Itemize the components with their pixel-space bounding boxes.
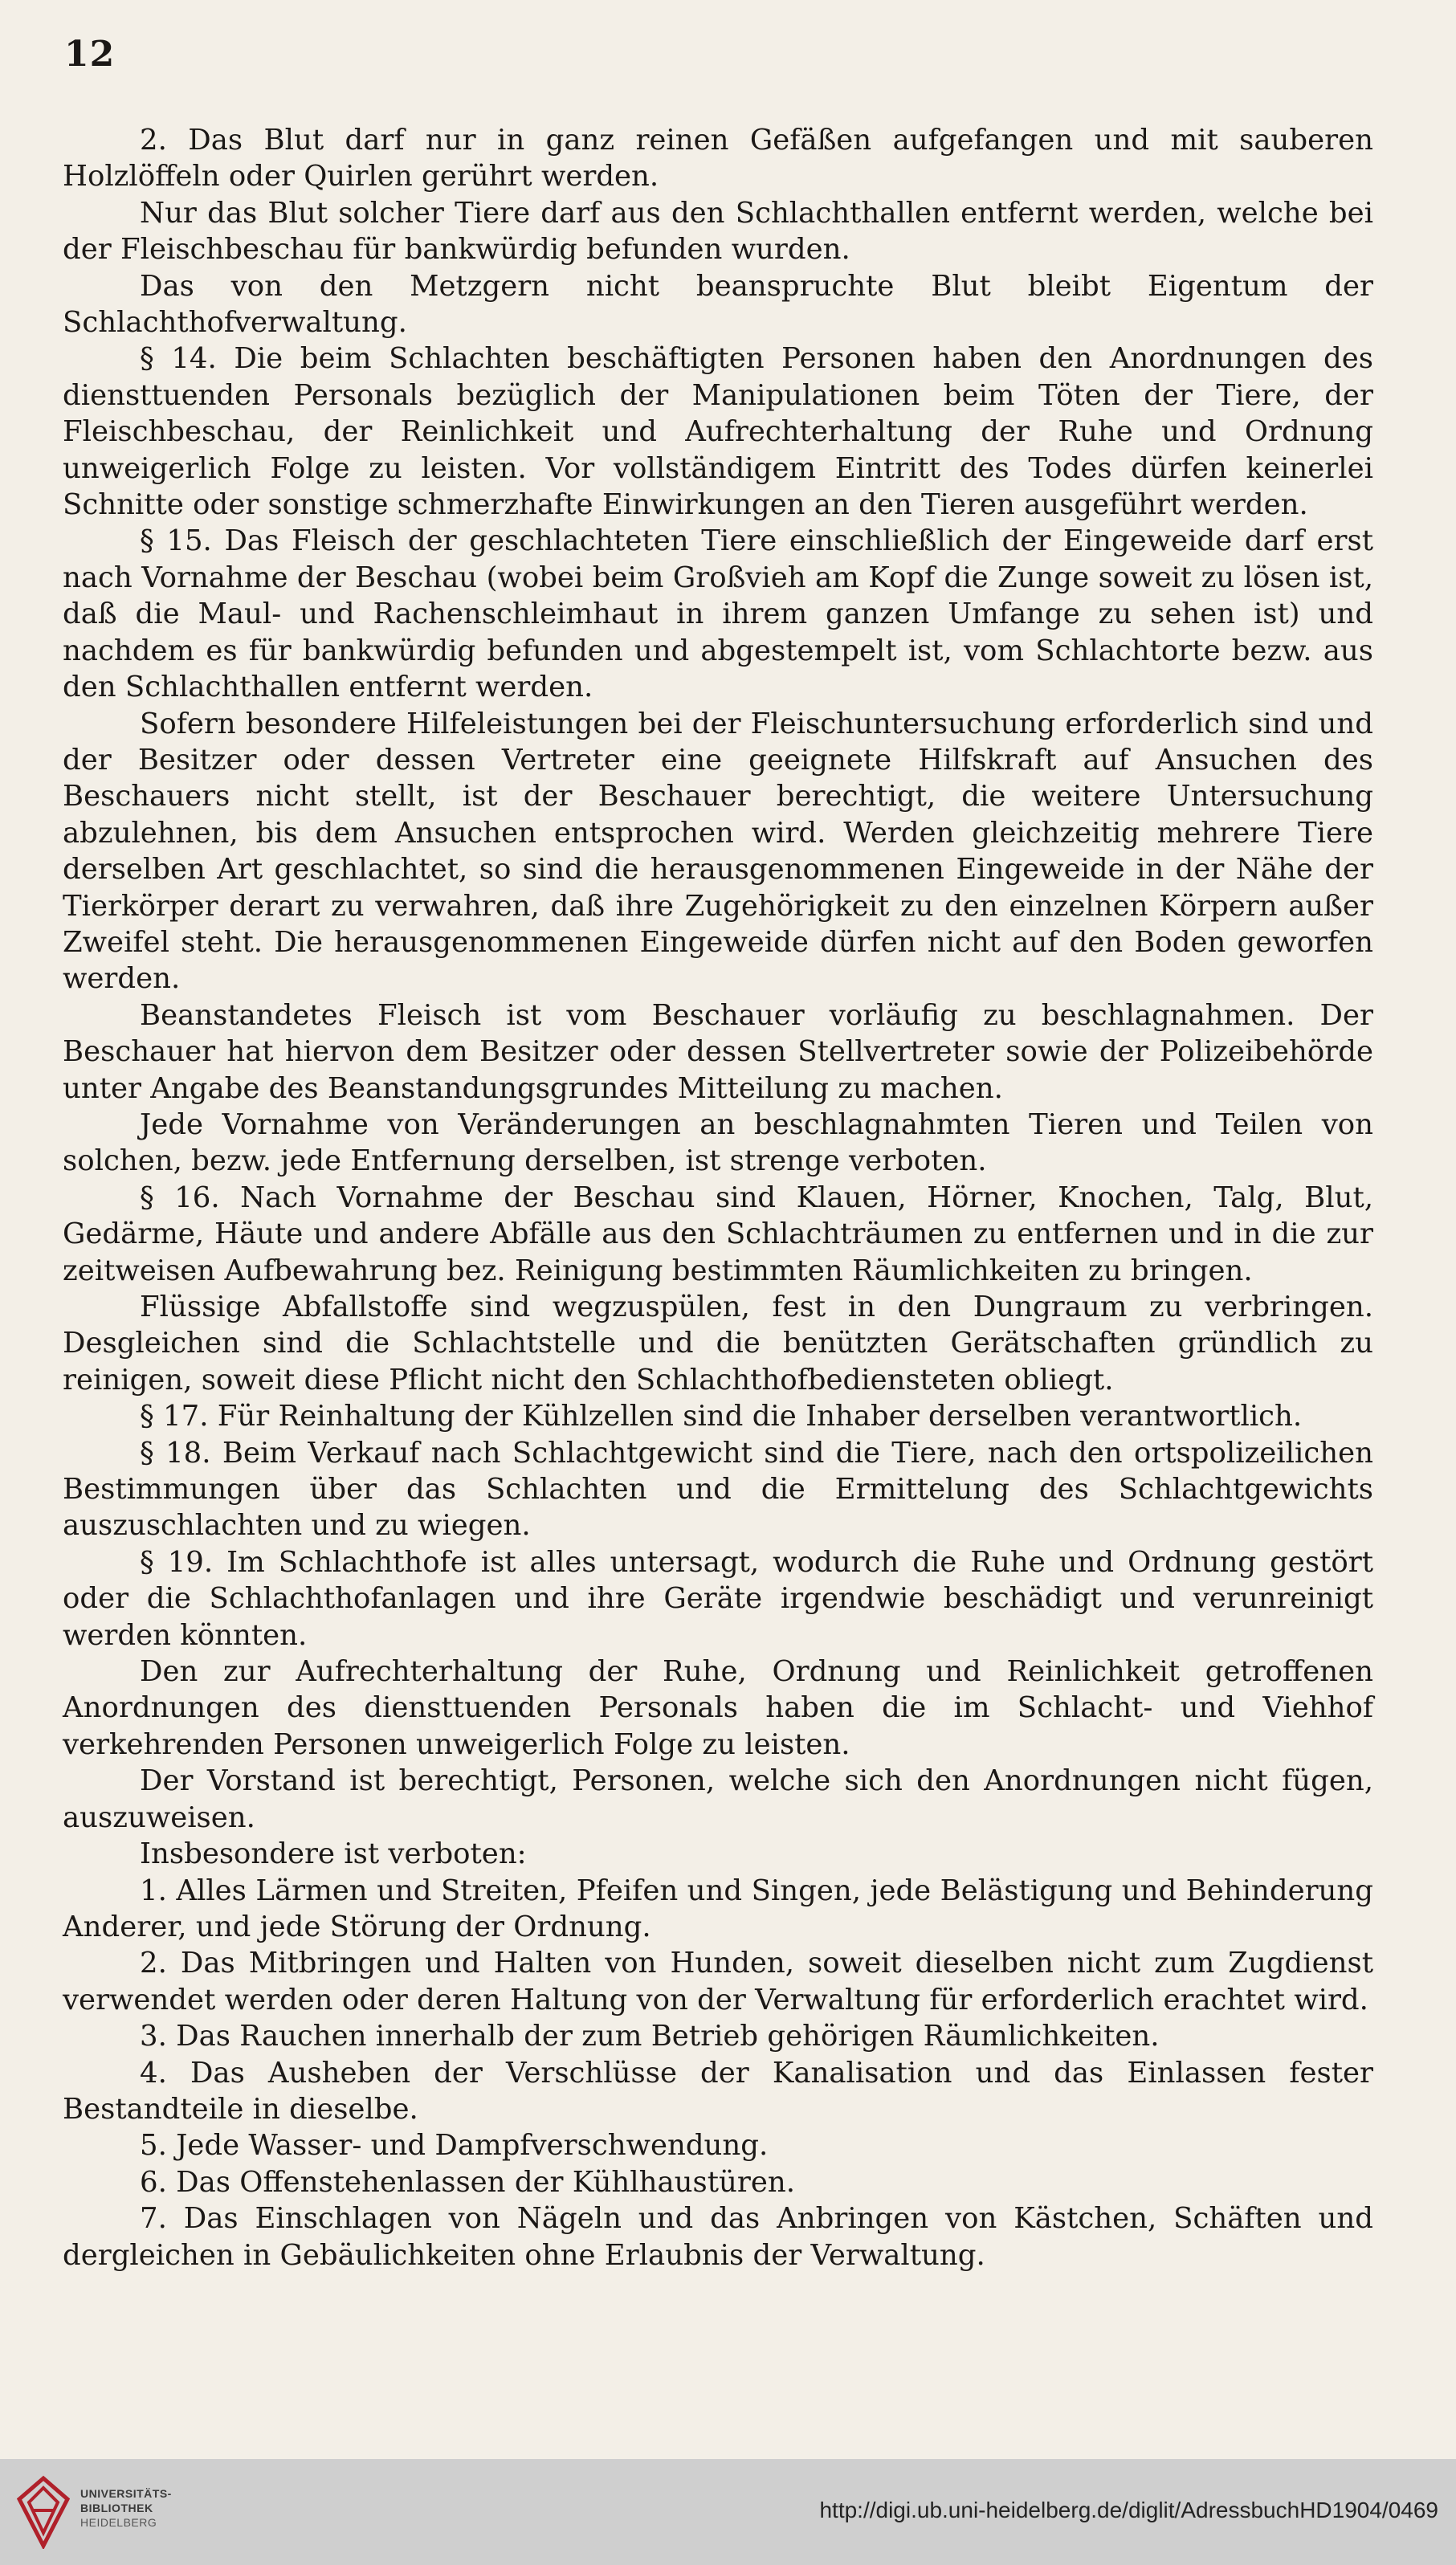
list-item: 3. Das Rauchen innerhalb der zum Betrieb gehörigen Räumlichkeiten. xyxy=(140,2020,1160,2053)
paragraph-section-19: § 19. Im Schlachthofe ist alles untersagt, wodurch die Ruhe und Ordnung gestört oder die Schlachthofanlagen und ihre Geräte irgendwie beschädigt und verunreinigt werden könnten. xyxy=(63,1545,1373,1652)
list-item: 5. Jede Wasser- und Dampfverschwendung. xyxy=(140,2129,769,2163)
paragraph: Den zur Aufrechterhaltung der Ruhe, Ordnung und Reinlichkeit getroffenen Anordnungen des diensttuenden Personals haben die im Schlacht- und Viehhof verkehrenden Personen unweigerlich Folge zu leisten. xyxy=(63,1655,1373,1761)
paragraph-section-18: § 18. Beim Verkauf nach Schlachtgewicht sind die Tiere, nach den ortspolizeilichen Bestimmungen über das Schlachten und die Ermittelung des Schlachtgewichts auszuschlachten und zu wiegen. xyxy=(63,1436,1373,1543)
paragraph-section-14: § 14. Die beim Schlachten beschäftigten Personen haben den Anordnungen des diensttuenden Personals bezüglich der Manipulationen beim Töten der Tiere, der Fleischbeschau, der Reinlichkeit und Aufrechterhaltung der Ruhe und Ordnung unweigerlich Folge zu leisten. Vor vollständigem Eintritt des Todes dürfen keinerlei Schnitte oder sonstige schmerzhafte Einwirkungen an den Tieren ausgeführt werden. xyxy=(63,342,1373,522)
logo-line: UNIVERSITÄTS- xyxy=(80,2487,172,2500)
paragraph: Der Vorstand ist berechtigt, Personen, welche sich den Anordnungen nicht fügen, auszuweisen. xyxy=(63,1764,1373,1834)
library-logo[interactable] xyxy=(14,2475,207,2549)
paragraph: Jede Vornahme von Veränderungen an beschlagnahmten Tieren und Teilen von solchen, bezw. jede Entfernung derselben, ist strenge verboten. xyxy=(63,1107,1373,1178)
library-seal-icon xyxy=(14,2475,72,2549)
logo-line: BIBLIOTHEK xyxy=(80,2502,153,2514)
source-url-link[interactable]: http://digi.ub.uni-heidelberg.de/diglit/AdressbuchHD1904/0469 xyxy=(819,2498,1438,2522)
paragraph: Flüssige Abfallstoffe sind wegzuspülen, fest in den Dungraum zu verbringen. Desgleichen sind die Schlachtstelle und die benützten Gerätschaften gründlich zu reinigen, soweit diese Pflicht nicht den Schlachthofbediensteten obliegt. xyxy=(63,1291,1373,1397)
list-item: 6. Das Offenstehenlassen der Kühlhaustüren. xyxy=(140,2165,795,2199)
paragraph: Nur das Blut solcher Tiere darf aus den Schlachthallen entfernt werden, welche bei der Fleischbeschau für bankwürdig befunden wurden. xyxy=(63,196,1373,267)
paragraph: 2. Das Blut darf nur in ganz reinen Gefäßen aufgefangen und mit sauberen Holzlöffeln oder Quirlen gerührt werden. xyxy=(63,124,1373,194)
body-text xyxy=(63,122,1373,2273)
page-number: 12 xyxy=(64,34,116,75)
viewer-footer-bar xyxy=(0,2459,1456,2565)
paragraph: Sofern besondere Hilfeleistungen bei der Fleischuntersuchung erforderlich sind und der Besitzer oder dessen Vertreter eine geeignete Hilfskraft auf Ansuchen des Beschauers nicht stellt, ist der Beschauer berechtigt, die weitere Untersuchung abzulehnen, bis dem Ansuchen entsprochen wird. Werden gleichzeitig mehrere Tiere derselben Art geschlachtet, so sind die herausgenommenen Eingeweide in der Nähe der Tierkörper derart zu verwahren, daß ihre Zugehörigkeit zu den einzelnen Körpern außer Zweifel steht. Die herausgenommenen Eingeweide dürfen nicht auf den Boden geworfen werden. xyxy=(63,707,1373,996)
library-name xyxy=(80,2486,172,2530)
paragraph: Beanstandetes Fleisch ist vom Beschauer vorläufig zu beschlagnahmen. Der Beschauer hat hiervon dem Besitzer oder dessen Stellvertreter sowie der Polizeibehörde unter Angabe des Beanstandungsgrundes Mitteilung zu machen. xyxy=(63,998,1373,1105)
list-item: 2. Das Mitbringen und Halten von Hunden, soweit dieselben nicht zum Zugdienst verwendet werden oder deren Haltung von der Verwaltung für erforderlich erachtet wird. xyxy=(63,1947,1373,2017)
list-item: 4. Das Ausheben der Verschlüsse der Kanalisation und das Einlassen fester Bestandteile in dieselbe. xyxy=(63,2056,1373,2126)
paragraph: Insbesondere ist verboten: xyxy=(140,1837,527,1871)
paragraph: Das von den Metzgern nicht beanspruchte Blut bleibt Eigentum der Schlachthofverwaltung. xyxy=(63,269,1373,340)
list-item: 1. Alles Lärmen und Streiten, Pfeifen und Singen, jede Belästigung und Behinderung Anderer, und jede Störung der Ordnung. xyxy=(63,1874,1373,1943)
logo-line: HEIDELBERG xyxy=(80,2516,157,2529)
paragraph-section-16: § 16. Nach Vornahme der Beschau sind Klauen, Hörner, Knochen, Talg, Blut, Gedärme, Häute und andere Abfälle aus den Schlachträumen zu entfernen und in die zur zeitweisen Aufbewahrung bez. Reinigung bestimmten Räumlichkeiten zu bringen. xyxy=(63,1181,1373,1287)
list-item: 7. Das Einschlagen von Nägeln und das Anbringen von Kästchen, Schäften und dergleichen in Gebäulichkeiten ohne Erlaubnis der Verwaltung. xyxy=(63,2202,1373,2272)
paragraph-section-15: § 15. Das Fleisch der geschlachteten Tiere einschließlich der Eingeweide darf erst nach Vornahme der Beschau (wobei beim Großvieh am Kopf die Zunge soweit zu lösen ist, daß die Maul- und Rachenschleimhaut in ihrem ganzen Umfange zu sehen ist) und nachdem es für bankwürdig befunden und abgestempelt ist, vom Schlachtorte bezw. aus den Schlachthallen entfernt werden. xyxy=(63,524,1373,704)
paragraph-section-17: § 17. Für Reinhaltung der Kühlzellen sind die Inhaber derselben verantwortlich. xyxy=(140,1400,1303,1433)
